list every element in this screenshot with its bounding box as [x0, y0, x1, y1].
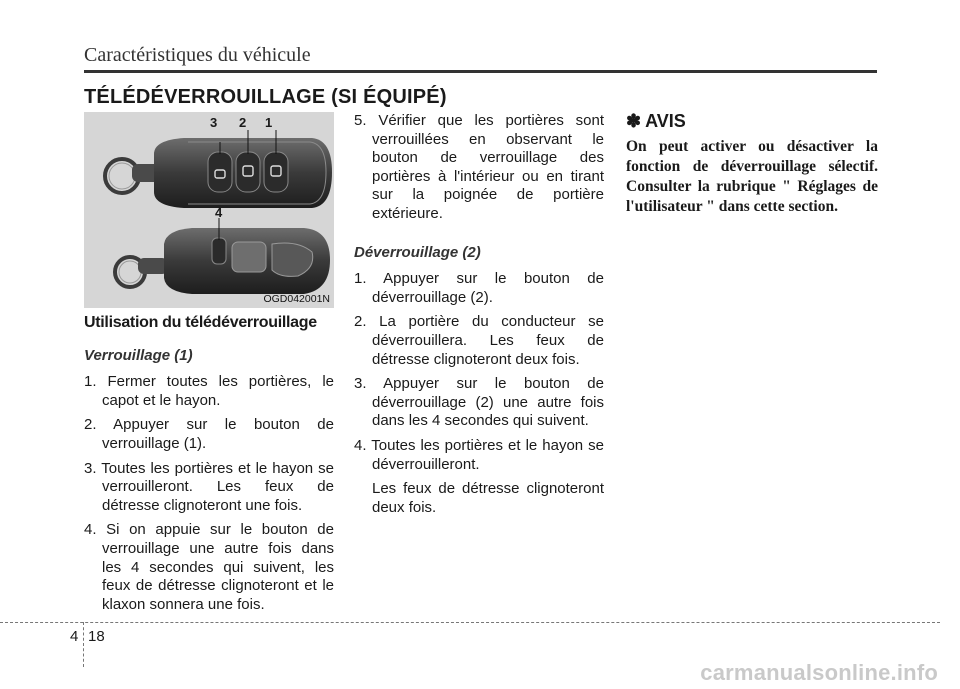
callout-2: 2 [239, 115, 247, 130]
lock-heading: Verrouillage (1) [84, 346, 193, 364]
list-item: 4. Si on appuie sur le bouton de verrouillage une autre fois dans les 4 secondes qui suivent, les feux de détresse clignoteront et le klaxon sonnera une fois. [84, 521, 334, 613]
notice-heading [626, 112, 878, 131]
footer-rule [0, 622, 940, 623]
footer-divider [83, 622, 84, 667]
list-item: 5. Vérifier que les portières sont verrouillées en observant le bouton de verrouillage des portières à l'intérieur ou en tirant sur la poignée de portière extérieure. [354, 112, 604, 222]
notice-title: AVIS [645, 111, 686, 131]
notice-asterisk-icon: ✽ [626, 111, 642, 131]
list-item: 4. Toutes les portières et le hayon se déverrouilleront. [354, 436, 604, 473]
page-number: 18 [88, 628, 105, 645]
list-item: 3. Appuyer sur le bouton de déverrouillage (2) une autre fois dans les 4 secondes qui suivent. [354, 375, 604, 430]
header-rule [84, 70, 877, 73]
bottom-key-fob [115, 218, 330, 294]
callout-1: 1 [265, 115, 273, 130]
lock-steps-list-continued [354, 112, 604, 224]
list-item: 2. Appuyer sur le bouton de verrouillage (1). [84, 416, 334, 452]
figure-code: OGD042001N [263, 293, 330, 305]
list-item: 2. La portière du conducteur se déverrouillera. Les feux de détresse clignoteront deux fois. [354, 313, 604, 368]
key-fob-illustration [84, 112, 334, 308]
unlock-heading: Déverrouillage (2) [354, 243, 481, 261]
list-item: 1. Fermer toutes les portières, le capot et le hayon. [84, 373, 334, 409]
chapter-number: 4 [70, 628, 79, 645]
section-title: TÉLÉDÉVERROUILLAGE (SI ÉQUIPÉ) [84, 86, 447, 108]
list-item: 1. Appuyer sur le bouton de déverrouillage (2). [354, 270, 604, 306]
callout-4: 4 [215, 205, 223, 220]
column-2 [354, 112, 604, 523]
notice-text: On peut activer ou désactiver la fonction de déverrouillage sélectif. Consulter la rubrique " Réglages de l'utilisateur " dans cette section. [626, 137, 878, 215]
top-key-fob [105, 130, 332, 208]
watermark: carmanualsonline.info [700, 660, 938, 685]
unlock-steps-list [354, 270, 604, 474]
lock-steps-list [84, 373, 334, 614]
column-3 [626, 112, 878, 217]
running-header: Caractéristiques du véhicule [84, 44, 311, 66]
callout-3: 3 [210, 115, 218, 130]
usage-heading: Utilisation du télédéverrouillage [84, 314, 317, 331]
key-fob-figure [84, 112, 334, 308]
column-1 [84, 314, 334, 620]
unlock-step-continuation: Les feux de détresse clignoteront deux fois. [372, 480, 604, 516]
list-item: 3. Toutes les portières et le hayon se verrouilleront. Les feux de détresse clignoteront une fois. [84, 459, 334, 514]
